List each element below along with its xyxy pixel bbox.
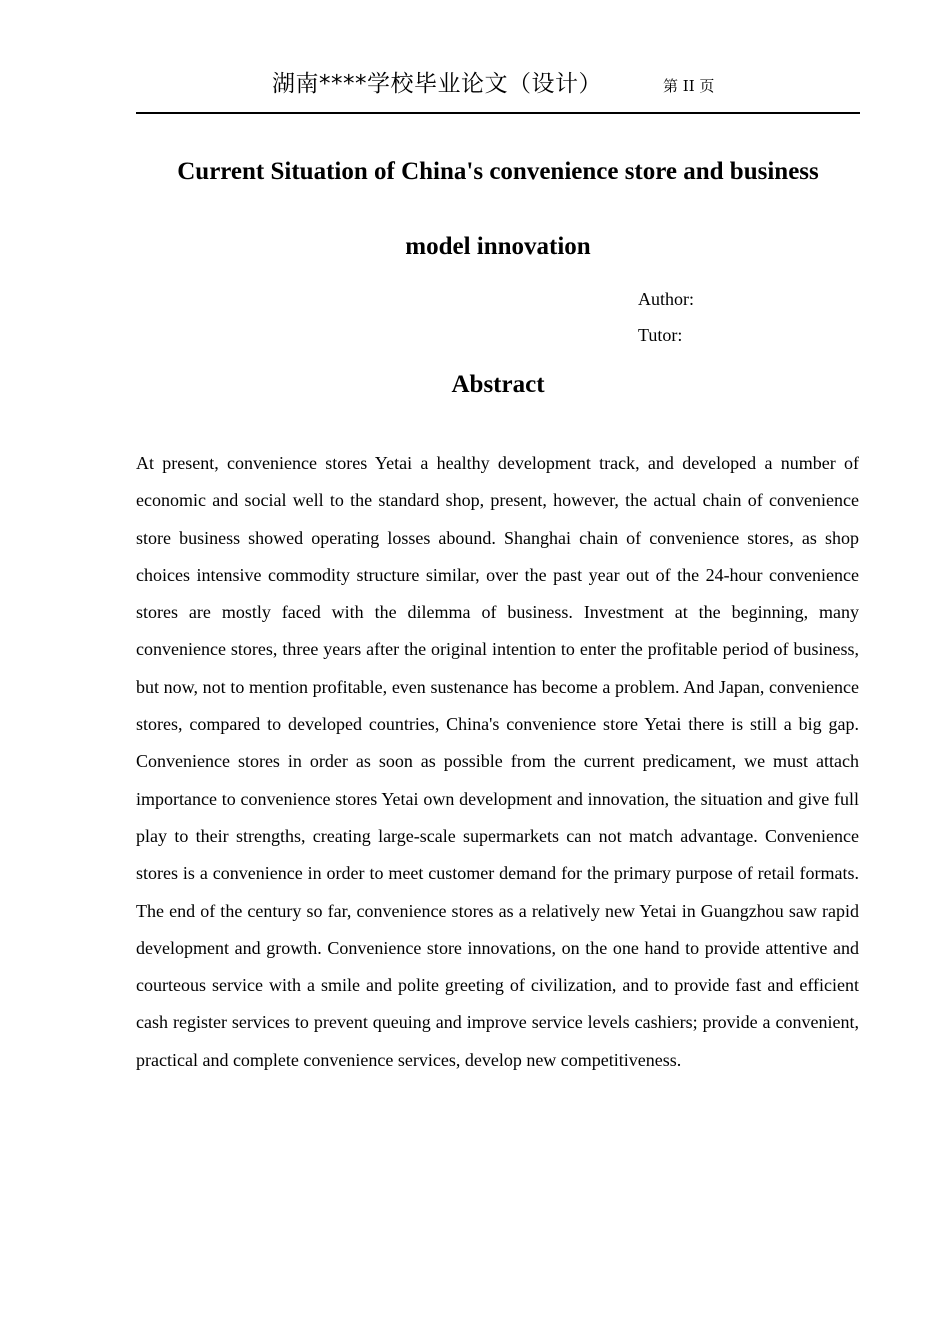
header-title: 湖南****学校毕业论文（设计） bbox=[272, 71, 602, 97]
paper-title-line-1: Current Situation of China's convenience store and business bbox=[177, 158, 819, 185]
paper-title-line-2: model innovation bbox=[405, 233, 591, 260]
header-page-number: 第 II 页 bbox=[663, 77, 715, 95]
abstract-heading: Abstract bbox=[451, 371, 545, 398]
author-label: Author: bbox=[638, 289, 694, 309]
header-divider bbox=[136, 112, 860, 114]
abstract-paragraph: At present, convenience stores Yetai a healthy development track, and developed a number of economic and social well to the standard shop, present, however, the actual chain of convenience store business showed operating losses abound. Shanghai chain of convenience stores, as shop choices intensive commodity structure similar, over the past year out of the 24-hour convenience stores are mostly faced with the dilemma of business. Investment at the beginning, many convenience stores, three years after the original intention to enter the profitable period of business, but now, not to mention profitable, even sustenance has become a problem. And Japan, convenience stores, compared to developed countries, China's convenience store Yetai there is still a big gap. Convenience stores in order as soon as possible from the current predicament, we must attach importance to convenience stores Yetai own development and innovation, the situation and give full play to their strengths, creating large-scale supermarkets can not match advantage. Convenience stores is a convenience in order to meet customer demand for the primary purpose of retail formats. The end of the century so far, convenience stores as a relatively new Yetai in Guangzhou saw rapid development and growth. Convenience store innovations, on the one hand to provide attentive and courteous service with a smile and polite greeting of civilization, and to provide fast and efficient cash register services to prevent queuing and improve service levels cashiers; provide a convenient, practical and complete convenience services, develop new competitiveness. bbox=[136, 453, 859, 1070]
tutor-label: Tutor: bbox=[638, 325, 683, 345]
